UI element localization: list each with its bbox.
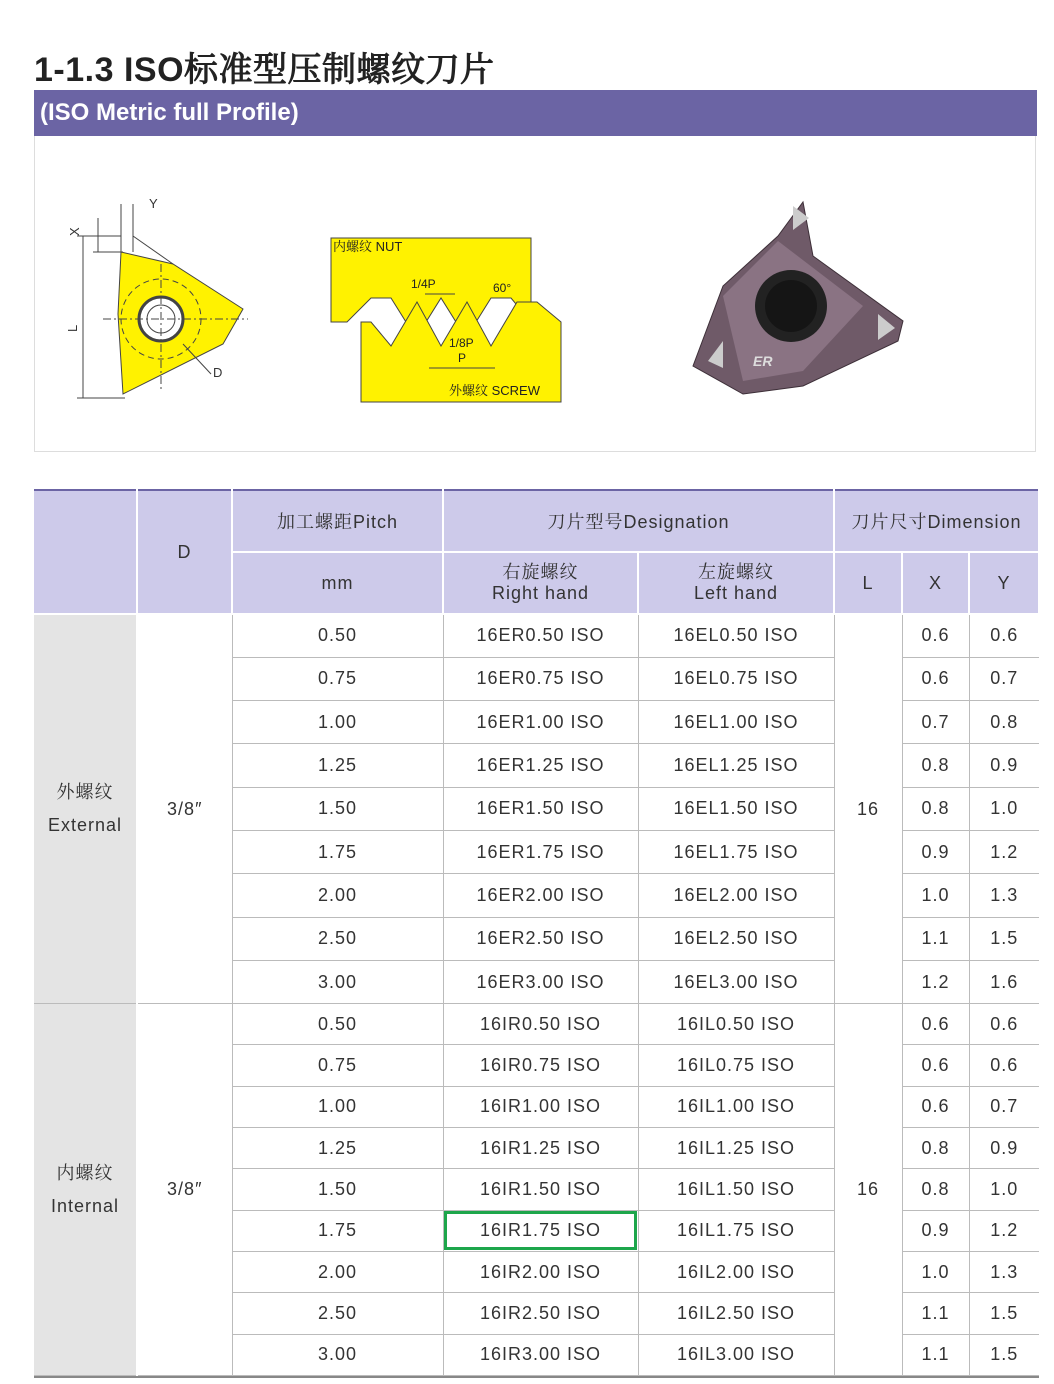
pitch-cell: 2.00 <box>232 1251 443 1292</box>
y-cell: 1.3 <box>969 874 1039 917</box>
left-hand-designation: 16EL1.25 ISO <box>638 744 834 787</box>
figure-area <box>34 136 1036 452</box>
label-quarter-p: 1/4P <box>411 277 436 291</box>
pitch-cell: 0.75 <box>232 657 443 700</box>
y-cell: 1.5 <box>969 1334 1039 1375</box>
x-cell: 1.0 <box>902 1251 969 1292</box>
header-d: D <box>137 490 232 614</box>
left-hand-designation: 16IL3.00 ISO <box>638 1334 834 1375</box>
left-hand-designation: 16EL2.00 ISO <box>638 874 834 917</box>
right-hand-designation: 16ER1.25 ISO <box>443 744 638 787</box>
label-eighth-p: 1/8P <box>449 336 474 350</box>
header-x: X <box>902 552 969 614</box>
y-cell: 1.3 <box>969 1251 1039 1292</box>
x-cell: 0.9 <box>902 830 969 873</box>
subtitle: (ISO Metric full Profile) <box>40 99 299 126</box>
y-cell: 0.6 <box>969 1045 1039 1086</box>
pitch-cell: 1.50 <box>232 787 443 830</box>
x-cell: 0.6 <box>902 657 969 700</box>
header-right-cn: 右旋螺纹 <box>502 562 579 582</box>
group-l-value: 16 <box>834 614 902 1004</box>
group-d-value: 3/8″ <box>137 614 232 1004</box>
dim-label-l: L <box>65 324 80 332</box>
pitch-cell: 2.50 <box>232 1293 443 1334</box>
table-row <box>34 614 1039 657</box>
bottom-rule <box>34 1376 1039 1378</box>
left-hand-designation: 16IL2.50 ISO <box>638 1293 834 1334</box>
left-hand-designation: 16EL2.50 ISO <box>638 917 834 960</box>
y-cell: 1.0 <box>969 787 1039 830</box>
header-right-en: Right hand <box>491 583 590 603</box>
insert-dimension-diagram <box>63 194 293 414</box>
right-hand-designation: 16IR2.50 ISO <box>443 1293 638 1334</box>
left-hand-designation: 16EL1.75 ISO <box>638 830 834 873</box>
pitch-cell: 1.00 <box>232 701 443 744</box>
group-name-cn: 外螺纹 <box>56 782 114 803</box>
x-cell: 1.1 <box>902 1293 969 1334</box>
header-left-en: Left hand <box>693 583 779 603</box>
header-left-hand <box>638 552 834 614</box>
pitch-cell: 0.75 <box>232 1045 443 1086</box>
pitch-cell: 1.50 <box>232 1169 443 1210</box>
y-cell: 0.6 <box>969 1004 1039 1045</box>
right-hand-designation: 16IR1.25 ISO <box>443 1128 638 1169</box>
x-cell: 1.1 <box>902 917 969 960</box>
right-hand-designation: 16IR2.00 ISO <box>443 1251 638 1292</box>
subtitle-bar <box>34 90 1037 136</box>
insert-photo <box>683 196 913 396</box>
group-d-value: 3/8″ <box>137 1004 232 1376</box>
left-hand-designation: 16IL1.00 ISO <box>638 1086 834 1127</box>
x-cell: 0.6 <box>902 614 969 657</box>
group-label <box>34 614 137 1004</box>
right-hand-designation: 16IR0.50 ISO <box>443 1004 638 1045</box>
x-cell: 0.8 <box>902 1128 969 1169</box>
y-cell: 1.0 <box>969 1169 1039 1210</box>
label-p: P <box>458 351 467 365</box>
pitch-cell: 1.75 <box>232 1210 443 1251</box>
y-cell: 0.9 <box>969 744 1039 787</box>
x-cell: 0.6 <box>902 1086 969 1127</box>
left-hand-designation: 16IL0.75 ISO <box>638 1045 834 1086</box>
header-designation: 刀片型号Designation <box>443 490 834 552</box>
right-hand-designation: 16ER3.00 ISO <box>443 960 638 1003</box>
pitch-cell: 1.00 <box>232 1086 443 1127</box>
left-hand-designation: 16EL0.75 ISO <box>638 657 834 700</box>
left-hand-designation: 16IL1.25 ISO <box>638 1128 834 1169</box>
x-cell: 0.8 <box>902 744 969 787</box>
left-hand-designation: 16IL0.50 ISO <box>638 1004 834 1045</box>
dim-label-d: D <box>213 365 223 380</box>
thread-profile-diagram <box>325 232 565 404</box>
right-hand-designation: 16ER1.00 ISO <box>443 701 638 744</box>
y-cell: 0.9 <box>969 1128 1039 1169</box>
pitch-cell: 1.25 <box>232 1128 443 1169</box>
x-cell: 1.1 <box>902 1334 969 1375</box>
pitch-cell: 1.75 <box>232 830 443 873</box>
x-cell: 0.8 <box>902 787 969 830</box>
x-cell: 0.6 <box>902 1045 969 1086</box>
insert-spec-table <box>34 489 1040 1376</box>
right-hand-designation: 16ER0.75 ISO <box>443 657 638 700</box>
pitch-cell: 0.50 <box>232 1004 443 1045</box>
header-dimension: 刀片尺寸Dimension <box>834 490 1039 552</box>
header-y: Y <box>969 552 1039 614</box>
header-l: L <box>834 552 902 614</box>
group-name-en: External <box>47 815 123 836</box>
page-title: 1-1.3 ISO标准型压制螺纹刀片 <box>34 51 495 89</box>
y-cell: 0.7 <box>969 1086 1039 1127</box>
left-hand-designation: 16EL3.00 ISO <box>638 960 834 1003</box>
pitch-cell: 3.00 <box>232 960 443 1003</box>
group-label <box>34 1004 137 1376</box>
left-hand-designation: 16EL1.50 ISO <box>638 787 834 830</box>
screw-label: 外螺纹 SCREW <box>449 383 541 398</box>
left-hand-designation: 16IL1.75 ISO <box>638 1210 834 1251</box>
left-hand-designation: 16IL2.00 ISO <box>638 1251 834 1292</box>
y-cell: 1.5 <box>969 917 1039 960</box>
dim-label-x: X <box>67 227 82 236</box>
pitch-cell: 2.50 <box>232 917 443 960</box>
header-pitch: 加工螺距Pitch <box>232 490 443 552</box>
left-hand-designation: 16EL1.00 ISO <box>638 701 834 744</box>
pitch-cell: 1.25 <box>232 744 443 787</box>
x-cell: 0.6 <box>902 1004 969 1045</box>
label-angle: 60° <box>493 281 512 295</box>
right-hand-designation: 16ER1.50 ISO <box>443 787 638 830</box>
table-row <box>34 1004 1039 1045</box>
right-hand-designation: 16IR0.75 ISO <box>443 1045 638 1086</box>
insert-mark: ER <box>753 353 773 369</box>
right-hand-designation: 16IR3.00 ISO <box>443 1334 638 1375</box>
header-left-cn: 左旋螺纹 <box>698 562 774 582</box>
left-hand-designation: 16EL0.50 ISO <box>638 614 834 657</box>
pitch-cell: 0.50 <box>232 614 443 657</box>
x-cell: 0.7 <box>902 701 969 744</box>
y-cell: 0.7 <box>969 657 1039 700</box>
dim-label-y: Y <box>149 196 158 211</box>
right-hand-designation: 16IR1.00 ISO <box>443 1086 638 1127</box>
header-right-hand <box>443 552 638 614</box>
left-hand-designation: 16IL1.50 ISO <box>638 1169 834 1210</box>
header-type <box>34 490 137 614</box>
right-hand-designation: 16ER1.75 ISO <box>443 830 638 873</box>
y-cell: 1.5 <box>969 1293 1039 1334</box>
x-cell: 0.8 <box>902 1169 969 1210</box>
right-hand-designation: 16ER0.50 ISO <box>443 614 638 657</box>
pitch-cell: 3.00 <box>232 1334 443 1375</box>
header-pitch-unit: mm <box>232 552 443 614</box>
y-cell: 1.6 <box>969 960 1039 1003</box>
right-hand-designation: 16ER2.50 ISO <box>443 917 638 960</box>
x-cell: 0.9 <box>902 1210 969 1251</box>
right-hand-designation: 16IR1.50 ISO <box>443 1169 638 1210</box>
nut-label: 内螺纹 NUT <box>333 239 403 254</box>
group-name-cn: 内螺纹 <box>56 1162 114 1183</box>
right-hand-designation: 16IR1.75 ISO <box>443 1210 638 1251</box>
x-cell: 1.2 <box>902 960 969 1003</box>
y-cell: 1.2 <box>969 830 1039 873</box>
pitch-cell: 2.00 <box>232 874 443 917</box>
x-cell: 1.0 <box>902 874 969 917</box>
right-hand-designation: 16ER2.00 ISO <box>443 874 638 917</box>
group-name-en: Internal <box>50 1195 120 1216</box>
y-cell: 1.2 <box>969 1210 1039 1251</box>
table-body <box>34 614 1039 1375</box>
y-cell: 0.6 <box>969 614 1039 657</box>
group-l-value: 16 <box>834 1004 902 1376</box>
y-cell: 0.8 <box>969 701 1039 744</box>
